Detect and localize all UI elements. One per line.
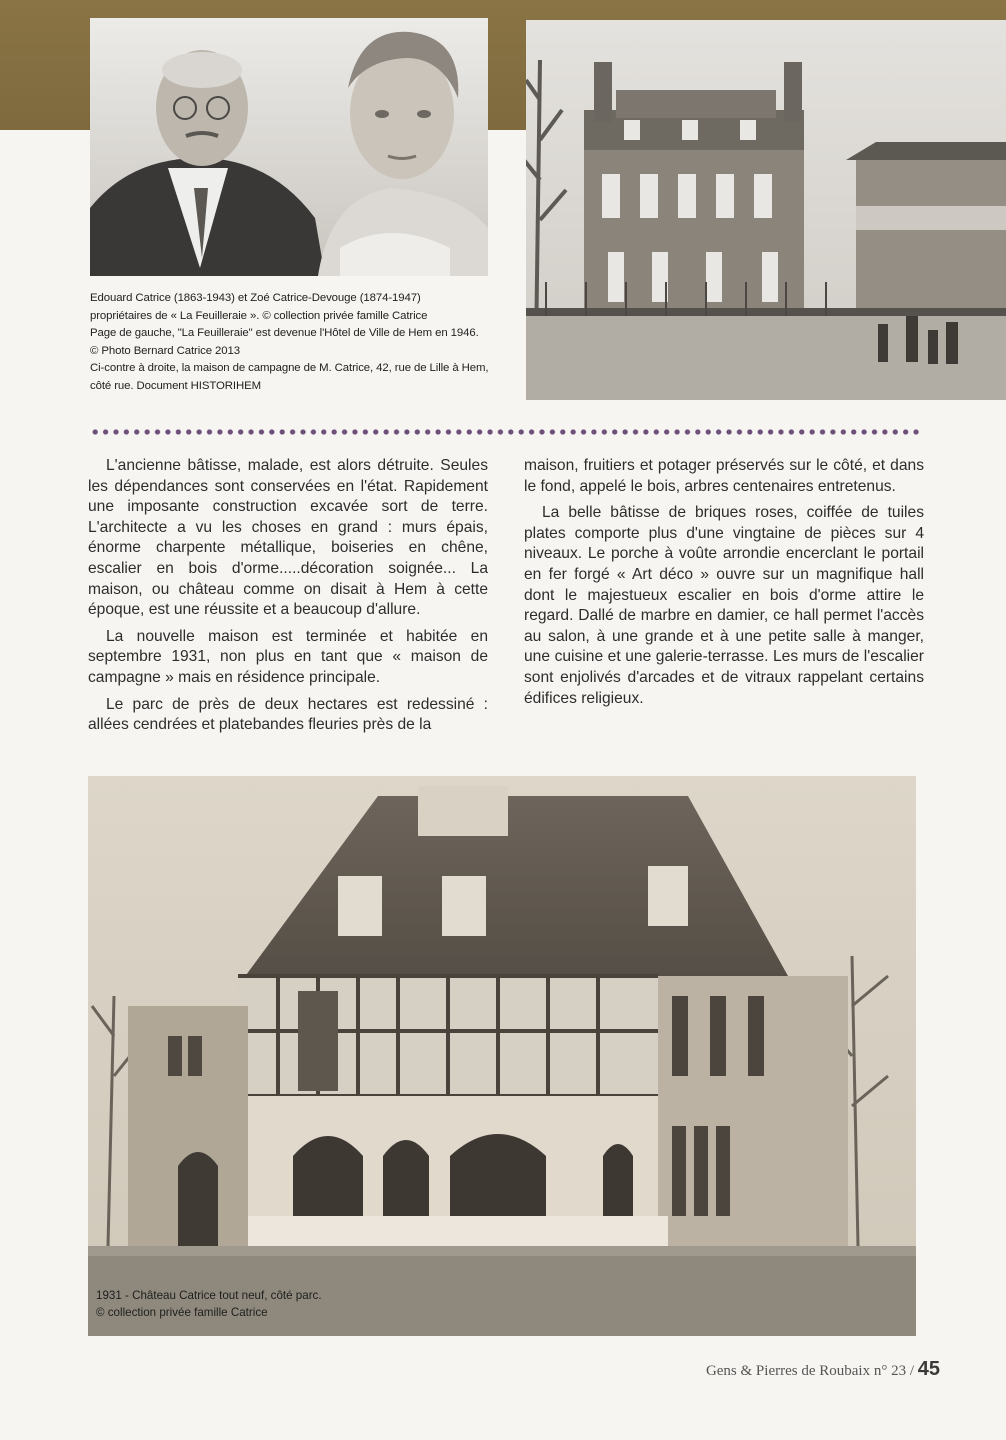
portrait-photo xyxy=(90,18,488,276)
article-column-right xyxy=(524,456,924,715)
magazine-name: Gens & Pierres de Roubaix n° 23 / xyxy=(705,1363,914,1379)
page-number: 45 xyxy=(917,1358,940,1380)
article-column-left xyxy=(88,456,488,742)
top-photo-caption xyxy=(90,290,490,396)
paragraph: La belle bâtisse de briques roses, coiffée de tuiles plates comporte plus d'une vingtaine de pièces sur 4 niveaux. Le porche à voûte arrondie encerclant le portail en fer forgé « Art déco » ouvre sur un magnifique hall dont le majestueux escalier en bois d'orme attire le regard. Dallé de marbre en damier, ce hall permet l'accès au salon, à une grande et à une petite salle à manger, une cuisine et une galerie-terrasse. Les murs de l'escalier sont enjolivés d'arcades et de vitraux rappelant certains édifices religieux. xyxy=(524,504,924,707)
paragraph: maison, fruitiers et potager préservés sur le côté, et dans le fond, appelé le bois, arbres centenaires entretenus. xyxy=(524,457,924,495)
dotted-divider xyxy=(90,427,920,437)
caption-line: Edouard Catrice (1863-1943) et Zoé Catrice-Devouge (1874-1947) xyxy=(90,292,421,304)
caption-line: Ci-contre à droite, la maison de campagne de M. Catrice, 42, rue de Lille à Hem, xyxy=(90,362,489,375)
caption-line: © collection privée famille Catrice xyxy=(96,1306,268,1319)
villa-street-photo xyxy=(526,20,1006,400)
caption-line: 1931 - Château Catrice tout neuf, côté parc. xyxy=(96,1289,322,1302)
chateau-photo-caption xyxy=(96,1287,322,1321)
caption-line: propriétaires de « La Feuilleraie ». © collection privée famille Catrice xyxy=(90,309,428,322)
paragraph: La nouvelle maison est terminée et habitée en septembre 1931, non plus en tant que « maison de campagne » mais en résidence principale. xyxy=(88,627,488,686)
paragraph: Le parc de près de deux hectares est redessiné : allées cendrées et platebandes fleuries près de la xyxy=(88,695,488,734)
page-footer xyxy=(706,1358,940,1381)
caption-line: côté rue. Document HISTORIHEM xyxy=(90,379,261,392)
caption-line: © Photo Bernard Catrice 2013 xyxy=(90,344,240,357)
paragraph: L'ancienne bâtisse, malade, est alors détruite. Seules les dépendances sont conservées en l'état. Rapidement une imposante construction excavée sort de terre. L'architecte a vu les choses en grand : murs épais, énorme charpente métallique, boiseries en chêne, escalier en bois d'orme.....décoration soignée... La maison, ou château comme on disait à Hem à cette époque, est une réussite et a beaucoup d'allure. xyxy=(88,457,488,619)
chateau-park-photo xyxy=(88,776,916,1336)
caption-line: Page de gauche, "La Feuilleraie" est devenue l'Hôtel de Ville de Hem en 1946. xyxy=(90,327,479,340)
